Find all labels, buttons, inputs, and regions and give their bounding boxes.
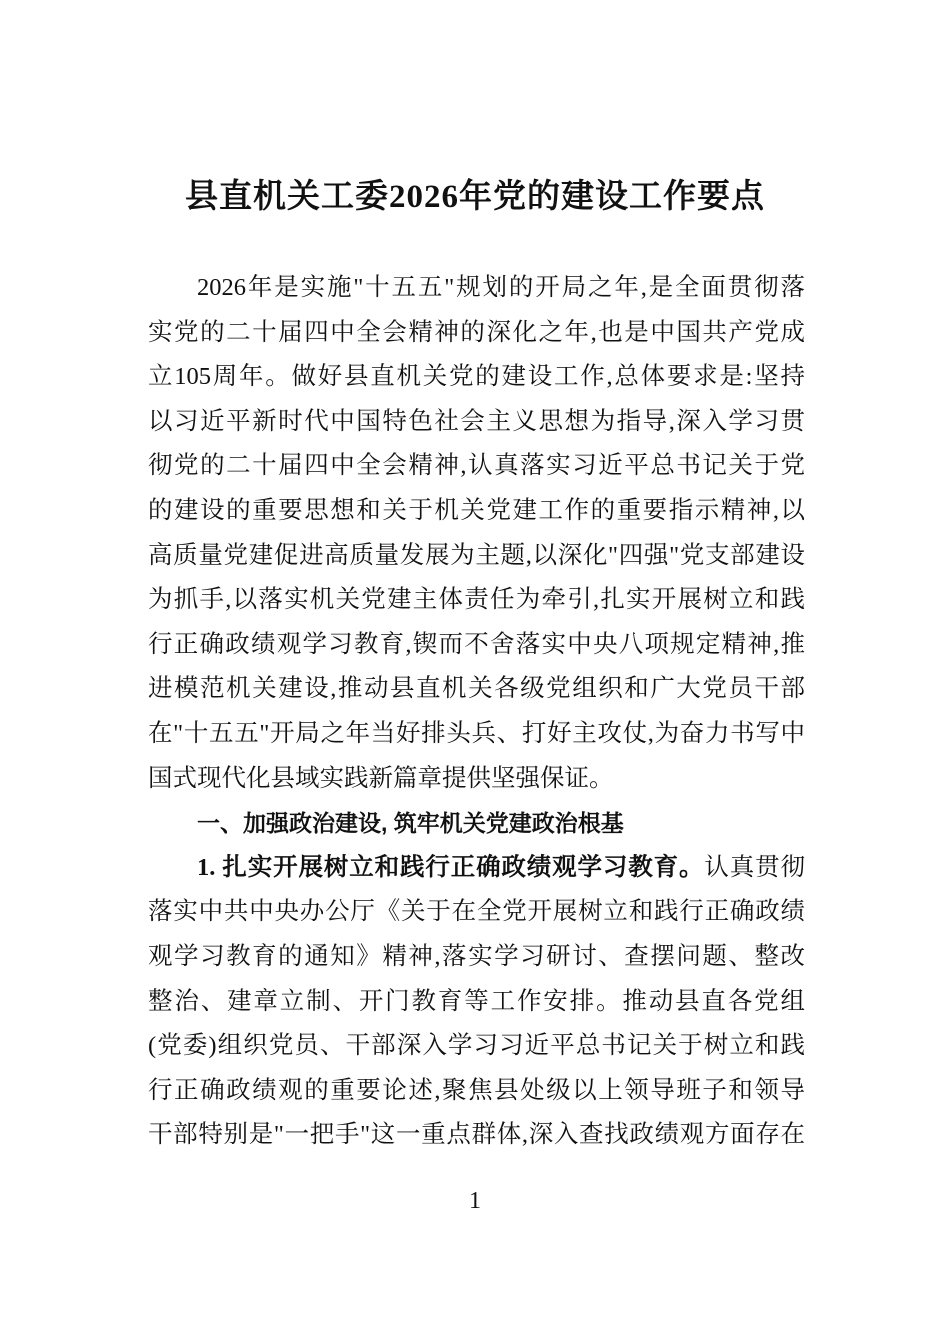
text-line: 立105周年。做好县直机关党的建设工作,总体要求是:坚持	[148, 363, 805, 391]
text-line: 为抓手,以落实机关党建主体责任为牵引,扎实开展树立和践	[148, 586, 805, 614]
text-line: 国式现代化县域实践新篇章提供坚强保证。	[148, 764, 614, 792]
document-title: 县直机关工委2026年党的建设工作要点	[185, 179, 765, 215]
text-line: 观学习教育的通知》精神,落实学习研讨、查摆问题、整改	[148, 942, 805, 970]
item-1-lead: 1. 扎实开展树立和践行正确政绩观学习教育。	[197, 853, 705, 881]
text-line: 彻党的二十届四中全会精神,认真落实习近平总书记关于党	[148, 452, 805, 480]
text-line: 行正确政绩观的重要论述,聚焦县处级以上领导班子和领导	[148, 1076, 805, 1104]
text-line: 实党的二十届四中全会精神的深化之年,也是中国共产党成	[148, 318, 805, 346]
text-line: 2026年是实施"十五五"规划的开局之年,是全面贯彻落	[197, 274, 805, 301]
text-line: 以习近平新时代中国特色社会主义思想为指导,深入学习贯	[148, 407, 805, 435]
text-line: 干部特别是"一把手"这一重点群体,深入查找政绩观方面存在	[148, 1121, 805, 1149]
intro-paragraph	[148, 266, 805, 801]
text-line: 行正确政绩观学习教育,锲而不舍落实中央八项规定精神,推	[148, 630, 805, 658]
page-number: 1	[469, 1188, 481, 1214]
text-line: 的建设的重要思想和关于机关党建工作的重要指示精神,以	[148, 496, 805, 524]
text-line: 落实中共中央办公厅《关于在全党开展树立和践行正确政绩	[148, 898, 805, 926]
item-1-paragraph	[148, 890, 805, 1158]
text-line: 在"十五五"开局之年当好排头兵、打好主攻仗,为奋力书写中	[148, 719, 805, 747]
text-line: 进模范机关建设,推动县直机关各级党组织和广大党员干部	[148, 675, 805, 703]
text-line: 高质量党建促进高质量发展为主题,以深化"四强"党支部建设	[148, 541, 805, 569]
text-line: 整治、建章立制、开门教育等工作安排。推动县直各党组	[148, 987, 805, 1015]
section-heading: 一、加强政治建设, 筑牢机关党建政治根基	[197, 810, 624, 837]
document-body	[148, 266, 805, 1158]
item-1-text: 认真贯彻	[704, 853, 805, 881]
item-1-first-line	[148, 846, 805, 891]
text-line: (党委)组织党员、干部深入学习习近平总书记关于树立和践	[148, 1032, 805, 1060]
